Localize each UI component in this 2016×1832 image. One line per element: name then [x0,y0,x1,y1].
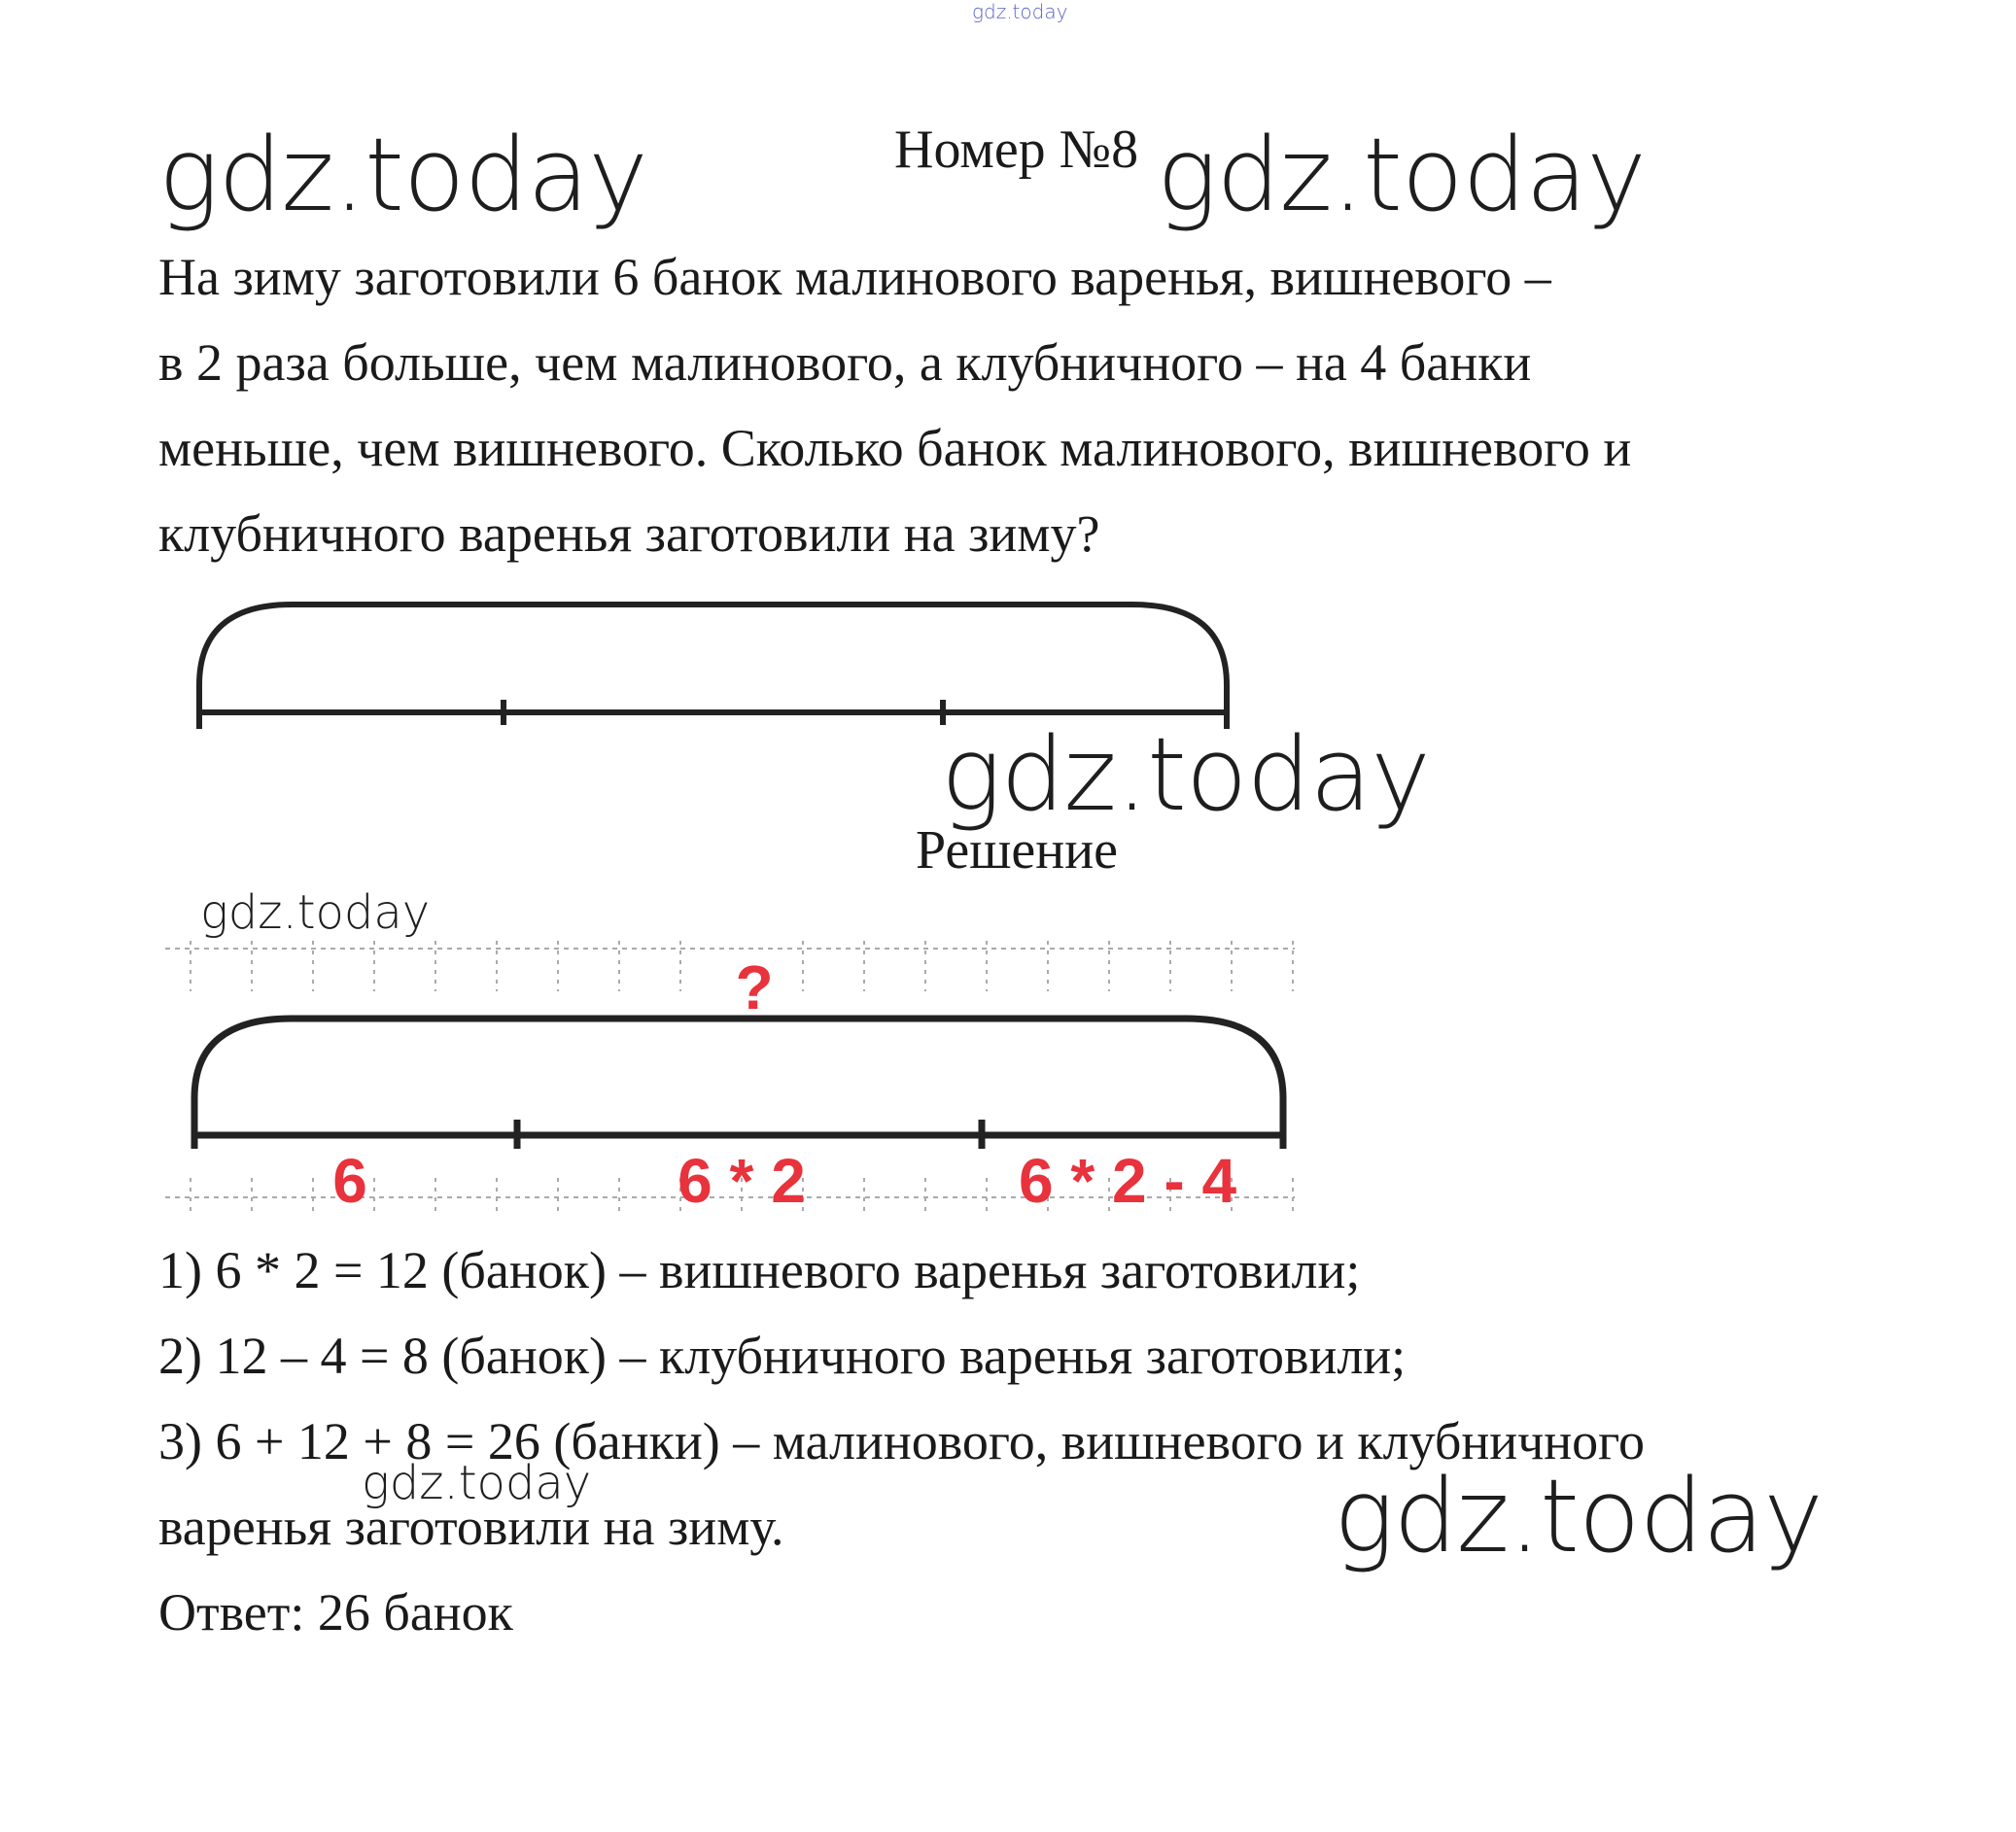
solution-segment-diagram [194,1019,1283,1149]
problem-line-2: в 2 раза больше, чем малинового, а клубничного – на 4 банки [158,333,1532,392]
problem-line-4: клубничного варенья заготовили на зиму? [158,504,1100,563]
problem-line-3: меньше, чем вишневого. Сколько банок малинового, вишневого и [158,419,1632,477]
step-1: 1) 6 * 2 = 12 (банок) – вишневого варенья заготовили; [158,1241,1361,1299]
segment-label-1: 6 [332,1146,367,1216]
watermark-bottom-right: gdz.today [1334,1457,1823,1575]
watermark-top: gdz.today [972,0,1068,23]
question-mark-label: ? [735,952,774,1022]
watermark-solution-left: gdz.today [200,885,431,940]
page-title: Номер №8 [894,120,1139,180]
segment-label-2: 6 * 2 [678,1146,806,1216]
step-4: варенья заготовили на зиму. [158,1498,784,1556]
step-2: 2) 12 – 4 = 8 (банок) – клубничного варенья заготовили; [158,1327,1407,1385]
problem-line-1: На зиму заготовили 6 банок малинового варенья, вишневого – [158,248,1551,306]
segment-label-3: 6 * 2 - 4 [1018,1146,1237,1216]
watermark-bottom-small: gdz.today [362,1456,592,1510]
answer: Ответ: 26 банок [158,1583,513,1642]
solution-title: Решение [916,820,1119,881]
problem-segment-diagram [199,605,1227,729]
problem-brace [199,605,1227,712]
watermark-header-left: gdz.today [158,116,647,234]
watermark-middle: gdz.today [941,715,1430,834]
watermark-header-right: gdz.today [1157,116,1646,234]
solution-brace [194,1019,1283,1135]
step-3: 3) 6 + 12 + 8 = 26 (банки) – малинового, вишневого и клубничного [158,1412,1645,1470]
